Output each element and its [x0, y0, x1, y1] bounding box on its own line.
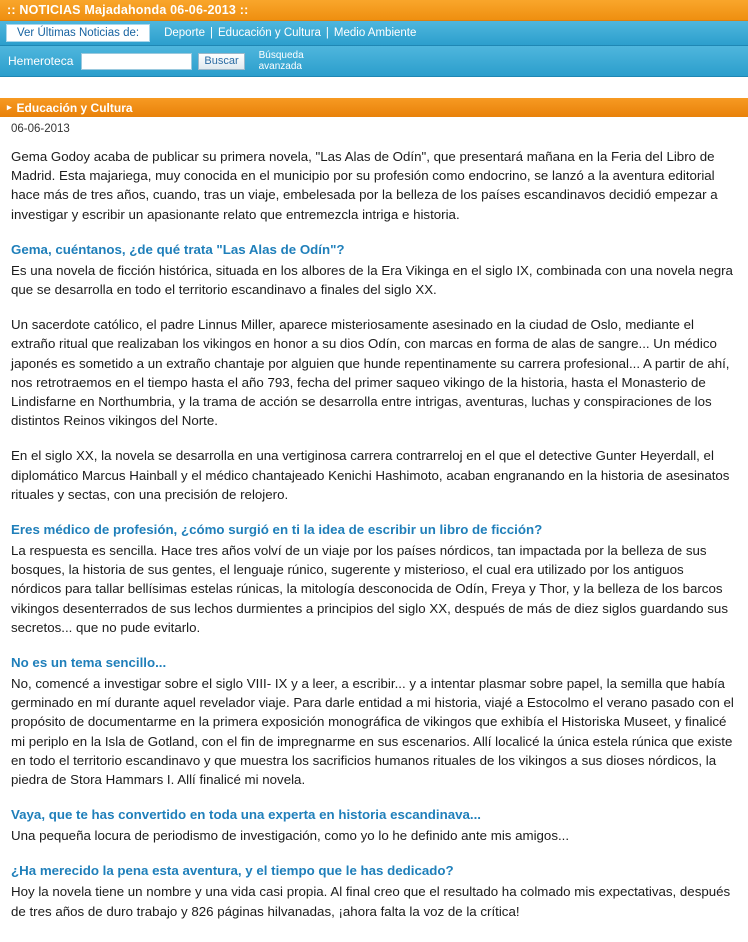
page-title: :: NOTICIAS Majadahonda 06-06-2013 :: [7, 3, 249, 17]
caret-right-icon: ▸ [7, 102, 12, 112]
advanced-search-link[interactable]: Búsqueda avanzada [258, 50, 304, 72]
section-title: Educación y Cultura [16, 100, 133, 115]
interview-answer-1-p3: En el siglo XX, la novela se desarrolla en una vertiginosa carrera contrarreloj en el que el detective Gunter Heyerdall, el diplomático Marcus Hainball y el médico chantajeado Kenichi Hashimoto, acaban engranando en la historia de asesinatos rituales y sectas, con una precisión de relojero. [11, 448, 730, 502]
nav-separator-2: | [325, 27, 329, 39]
article-intro: Gema Godoy acaba de publicar su primera novela, "Las Alas de Odín", que presentará mañana en la Feria del Libro de Madrid. Esta majariega, muy conocida en el municipio por su profesión como endocrino, se lanzó a la aventura editorial hace más de tres años, cuando, tras un viaje, embelesada por la belleza de los países escandinavos decidió empezar a investigar y escribir un apasionante relato que entremezcla intriga e historia. [11, 149, 718, 222]
nav-link-medio-ambiente[interactable]: Medio Ambiente [333, 27, 417, 39]
latest-news-label: Ver Últimas Noticias de: [6, 24, 150, 42]
interview-question-1: Gema, cuéntanos, ¿de qué trata "Las Alas de Odín"? [11, 241, 345, 257]
interview-answer-3-p1 [11, 674, 736, 789]
window-title-bar [0, 0, 748, 21]
interview-answer-1-p1: Es una novela de ficción histórica, situada en los albores de la Era Vikinga en el siglo IX, combinada con una novela negra que se desarrolla en todo el territorio escandinavo a finales del siglo XX. [11, 262, 733, 298]
interview-answer-5-p1: Hoy la novela tiene un nombre y una vida casi propia. Al final creo que el resultado ha colmado mis expectativas, después de tres años de duro trabajo y 826 páginas hilvanadas, ¡ahora falta la voz de la crítica! [11, 884, 731, 919]
interview-answer-2-p1: La respuesta es sencilla. Hace tres años volví de un viaje por los países nórdicos, tan impactada por la belleza de sus bosques, la historia de sus gentes, el lenguaje rúnico, sugerente y misterioso, el cual era utilizado por los antiguos nórdicos para tallar bellísimas estelas rúnicas, la mitología desconocida de Odín, Freya y Thor, y la belleza de los barcos vikingos desenterrados de sus lechos durmientes a principios del siglo XX, después de más de diez siglos guardando sus secretos... que no pude evitarlo. [11, 543, 728, 635]
interview-question-2: Eres médico de profesión, ¿cómo surgió en ti la idea de escribir un libro de ficción? [11, 522, 543, 538]
hemeroteca-label: Hemeroteca [8, 54, 74, 68]
interview-answer-1-p2: Un sacerdote católico, el padre Linnus Miller, aparece misteriosamente asesinado en la ciudad de Oslo, mediante el extraño ritual que realizaban los vikingos en honor a su dios Odín, con marcas en forma de alas de sangre... Un médico japonés es sometido a un extraño chantaje por alguien que hunde repentinamente su carrera profesional... A partir de ahí, nos retrotraemos en el tiempo hasta el año 793, fecha del primer saqueo vikingo de la historia, hasta el Monasterio de Lindisfarne en Northumbria, y la trama de acción se desarrolla entre intrigas, aventuras, luchas y conspiraciones de los distintos Reinos vikingos del Norte. [11, 317, 730, 429]
nav-separator-1: | [210, 27, 213, 39]
interview-answer-4-p1: Una pequeña locura de periodismo de investigación, como yo lo he definido ante mis amigos... [11, 828, 570, 844]
nav-link-educacion-y-cultura[interactable]: Educación y Cultura [218, 27, 321, 39]
interview-question-3: No es un tema sencillo... [11, 655, 167, 671]
interview-answer-3-text: No, comencé a investigar sobre el siglo VIII- IX y a leer, a escribir... y a intentar plasmar sobre papel, la semilla que había germinado en mí durante aquel revelador viaje. Para darle entidad a mi historia, viajé a Estocolmo el verano pasado con el propósito de documentarme en la primera exposición monográfica de vikingos que exhibía el Historiska Museet, y finalicé mi periplo en la Isla de Gotland, con el fin de impregnarme en sus escenarios. Allí localicé la única estela rúnica que existe en todo el territorio escandinavo y que muestra los sacrificios humanos rituales de los vikingos a sus dioses nórdicos, la piedra de Stora Hammars I. Allí finalicé mi novela. [11, 676, 734, 788]
interview-question-5: ¿Ha merecido la pena esta aventura, y el tiempo que le has dedicado? [11, 863, 454, 879]
search-input[interactable] [81, 53, 192, 70]
category-links [150, 21, 418, 45]
section-header [0, 98, 748, 117]
hemeroteca-search-bar [0, 46, 748, 77]
strip-spacer [0, 77, 748, 98]
article-body [0, 117, 748, 921]
search-button[interactable]: Buscar [198, 53, 244, 70]
interview-question-4: Vaya, que te has convertido en toda una experta en historia escandinava... [11, 807, 481, 823]
article-date: 06-06-2013 [11, 123, 70, 135]
nav-link-deporte[interactable]: Deporte [164, 27, 205, 39]
latest-news-nav [0, 21, 748, 46]
